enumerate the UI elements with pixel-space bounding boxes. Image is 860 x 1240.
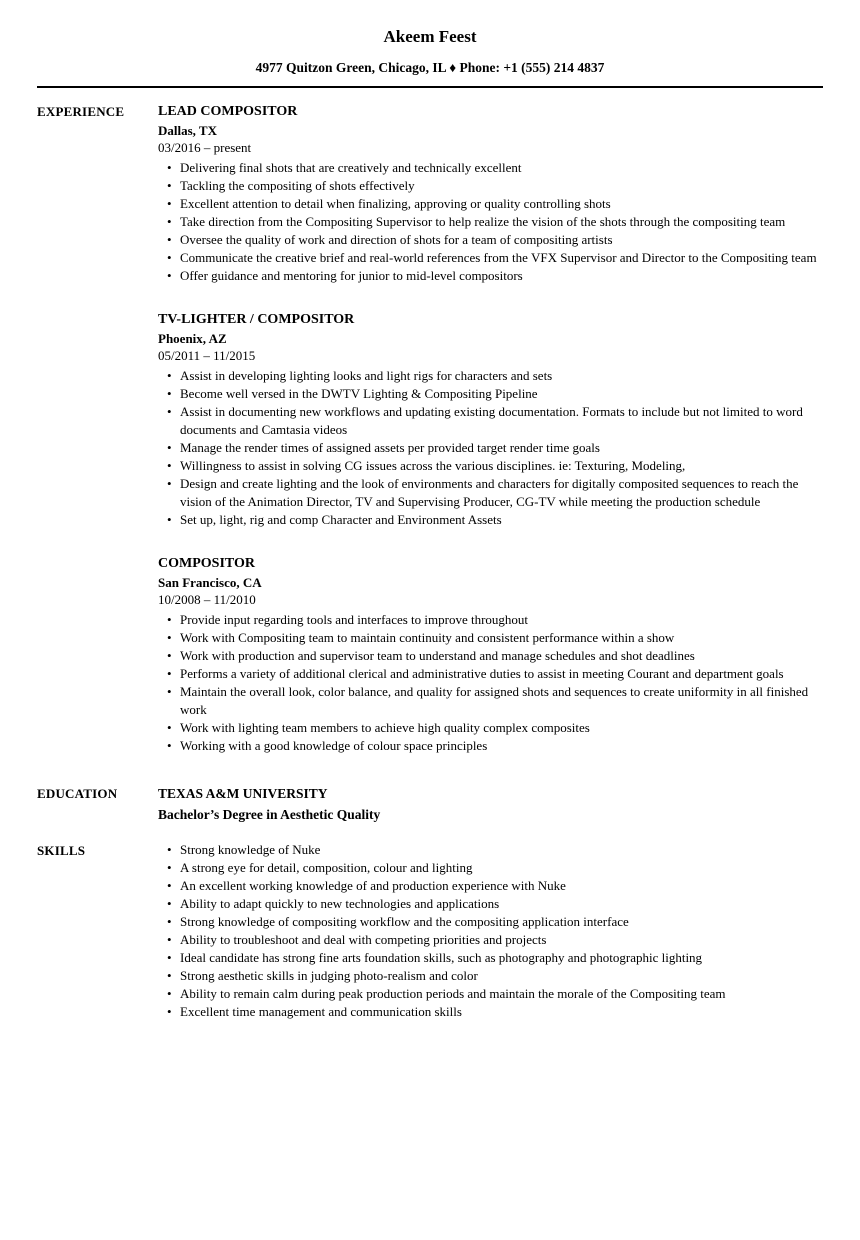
candidate-name: Akeem Feest [383,27,477,46]
bullet-item: • Strong knowledge of Nuke [158,841,823,859]
skills-content [158,841,823,1021]
bullet-item: • Ability to remain calm during peak production periods and maintain the morale of the Compositing team [158,985,823,1003]
resume-header [37,26,823,77]
job-location: San Francisco, CA [158,575,262,590]
job-location: Dallas, TX [158,123,217,138]
bullet-item: • Excellent time management and communication skills [158,1003,823,1021]
bullet-item: • Ability to adapt quickly to new technologies and applications [158,895,823,913]
contact-line: 4977 Quitzon Green, Chicago, IL ♦ Phone: +1 (555) 214 4837 [255,60,605,75]
bullet-item: • Design and create lighting and the look of environments and characters for digitally composited sequences to reach the vision of the Animation Director, TV and Supervising Producer, CG-TV while meeting the production schedule [158,475,823,511]
bullet-item: • Ability to troubleshoot and deal with competing priorities and projects [158,931,823,949]
bullet-item: • Provide input regarding tools and interfaces to improve throughout [158,611,823,629]
bullet-item: • Assist in documenting new workflows and updating existing documentation. Formats to include but not limited to word documents and Camtasia videos [158,403,823,439]
education-section-label: EDUCATION [37,786,118,801]
education-content [158,784,823,824]
job-entry-lead-compositor [158,102,823,285]
bullet-item: • Communicate the creative brief and real-world references from the VFX Supervisor and Director to the Compositing team [158,249,823,267]
bullet-item: • An excellent working knowledge of and production experience with Nuke [158,877,823,895]
job-entry-tv-lighter-compositor [158,310,823,529]
bullet-item: • Excellent attention to detail when finalizing, approving or quality controlling shots [158,195,823,213]
bullet-item: • Offer guidance and mentoring for junior to mid-level compositors [158,267,823,285]
job-location: Phoenix, AZ [158,331,227,346]
bullet-item: • Maintain the overall look, color balance, and quality for assigned shots and sequences to create uniformity in all finished work [158,683,823,719]
bullet-item: • Work with production and supervisor team to understand and manage schedules and shot deadlines [158,647,823,665]
experience-section-label: EXPERIENCE [37,104,125,119]
job-dates: 05/2011 – 11/2015 [158,348,256,363]
job-bullet-list [158,611,823,755]
job-entry-compositor [158,554,823,755]
section-skills [37,841,823,1021]
job-title: TV-LIGHTER / COMPOSITOR [158,312,355,327]
job-bullet-list [158,159,823,285]
bullet-item: • Working with a good knowledge of colour space principles [158,737,823,755]
bullet-item: • Strong knowledge of compositing workflow and the compositing application interface [158,913,823,931]
education-degree: Bachelor’s Degree in Aesthetic Quality [158,807,381,822]
skills-bullet-list [158,841,823,1021]
bullet-item: • Manage the render times of assigned assets per provided target render time goals [158,439,823,457]
job-dates: 10/2008 – 11/2010 [158,592,256,607]
bullet-item: • Become well versed in the DWTV Lighting & Compositing Pipeline [158,385,823,403]
bullet-item: • Tackling the compositing of shots effectively [158,177,823,195]
job-dates: 03/2016 – present [158,140,252,155]
bullet-item: • Assist in developing lighting looks and light rigs for characters and sets [158,367,823,385]
bullet-item: • Oversee the quality of work and direction of shots for a team of compositing artists [158,231,823,249]
bullet-item: • Ideal candidate has strong fine arts foundation skills, such as photography and photographic lighting [158,949,823,967]
bullet-item: • A strong eye for detail, composition, colour and lighting [158,859,823,877]
header-divider [37,86,823,88]
experience-content [158,102,823,755]
job-title: COMPOSITOR [158,556,255,571]
bullet-item: • Work with lighting team members to achieve high quality complex composites [158,719,823,737]
section-education [37,784,823,824]
bullet-item: • Set up, light, rig and comp Character and Environment Assets [158,511,823,529]
bullet-item: • Strong aesthetic skills in judging photo-realism and color [158,967,823,985]
bullet-item: • Work with Compositing team to maintain continuity and consistent performance within a show [158,629,823,647]
bullet-item: • Delivering final shots that are creatively and technically excellent [158,159,823,177]
bullet-item: • Willingness to assist in solving CG issues across the various disciplines. ie: Texturing, Modeling, [158,457,823,475]
section-experience [37,102,823,755]
bullet-item: • Take direction from the Compositing Supervisor to help realize the vision of the shots through the compositing team [158,213,823,231]
education-school: TEXAS A&M UNIVERSITY [158,786,328,801]
skills-section-label: SKILLS [37,843,86,858]
job-title: LEAD COMPOSITOR [158,104,298,119]
job-bullet-list [158,367,823,529]
bullet-item: • Performs a variety of additional clerical and administrative duties to assist in meeting Courant and department goals [158,665,823,683]
